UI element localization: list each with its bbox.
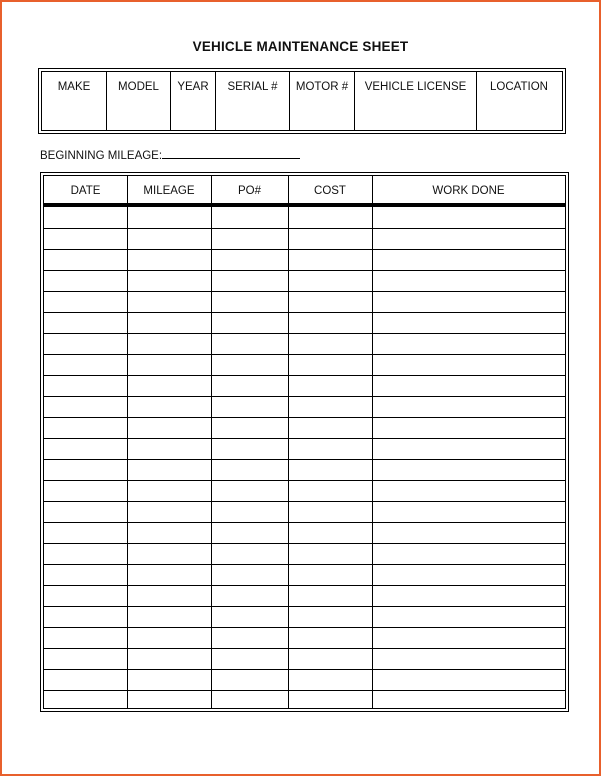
info-header-make: MAKE [57, 81, 91, 93]
log-header-work-done: WORK DONE [432, 185, 505, 197]
log-row-line [44, 228, 565, 229]
log-column-divider [211, 176, 212, 708]
log-row-line [44, 564, 565, 565]
log-row-line [44, 690, 565, 691]
log-row-line [44, 522, 565, 523]
log-row-line [44, 501, 565, 502]
info-header-serial: SERIAL # [215, 72, 289, 130]
beginning-mileage-field [40, 147, 300, 162]
log-row-line [44, 354, 565, 355]
log-row-line [44, 333, 565, 334]
vehicle-info-table [38, 68, 566, 134]
log-row-line [44, 606, 565, 607]
log-row-line [44, 291, 565, 292]
info-header-model: MODEL [106, 72, 170, 130]
log-row-line [44, 249, 565, 250]
log-header-date: DATE [70, 185, 101, 197]
log-row-line [44, 417, 565, 418]
log-row-line [44, 438, 565, 439]
page-title: VEHICLE MAINTENANCE SHEET [192, 39, 409, 54]
log-column-divider [127, 176, 128, 708]
log-column-divider [288, 176, 289, 708]
log-row-line [44, 396, 565, 397]
info-header-vehicle-license: VEHICLE LICENSE [354, 72, 476, 130]
log-row-line [44, 459, 565, 460]
log-column-divider [372, 176, 373, 708]
log-row-line [44, 375, 565, 376]
log-row-line [44, 627, 565, 628]
log-header-row [44, 176, 565, 207]
log-row-line [44, 543, 565, 544]
beginning-mileage-blank-line [162, 147, 300, 159]
maintenance-log-table [40, 172, 569, 712]
log-header-cost: COST [314, 185, 346, 197]
log-header-po: PO# [237, 185, 261, 197]
log-row-line [44, 312, 565, 313]
info-header-location: LOCATION [476, 72, 561, 130]
beginning-mileage-label: BEGINNING MILEAGE: [40, 150, 163, 162]
info-header-motor: MOTOR # [289, 72, 354, 130]
log-row-line [44, 270, 565, 271]
log-row-line [44, 648, 565, 649]
log-row-line [44, 480, 565, 481]
log-header-mileage: MILEAGE [143, 185, 195, 197]
log-row-line [44, 669, 565, 670]
info-header-year: YEAR [170, 72, 215, 130]
log-row-line [44, 585, 565, 586]
